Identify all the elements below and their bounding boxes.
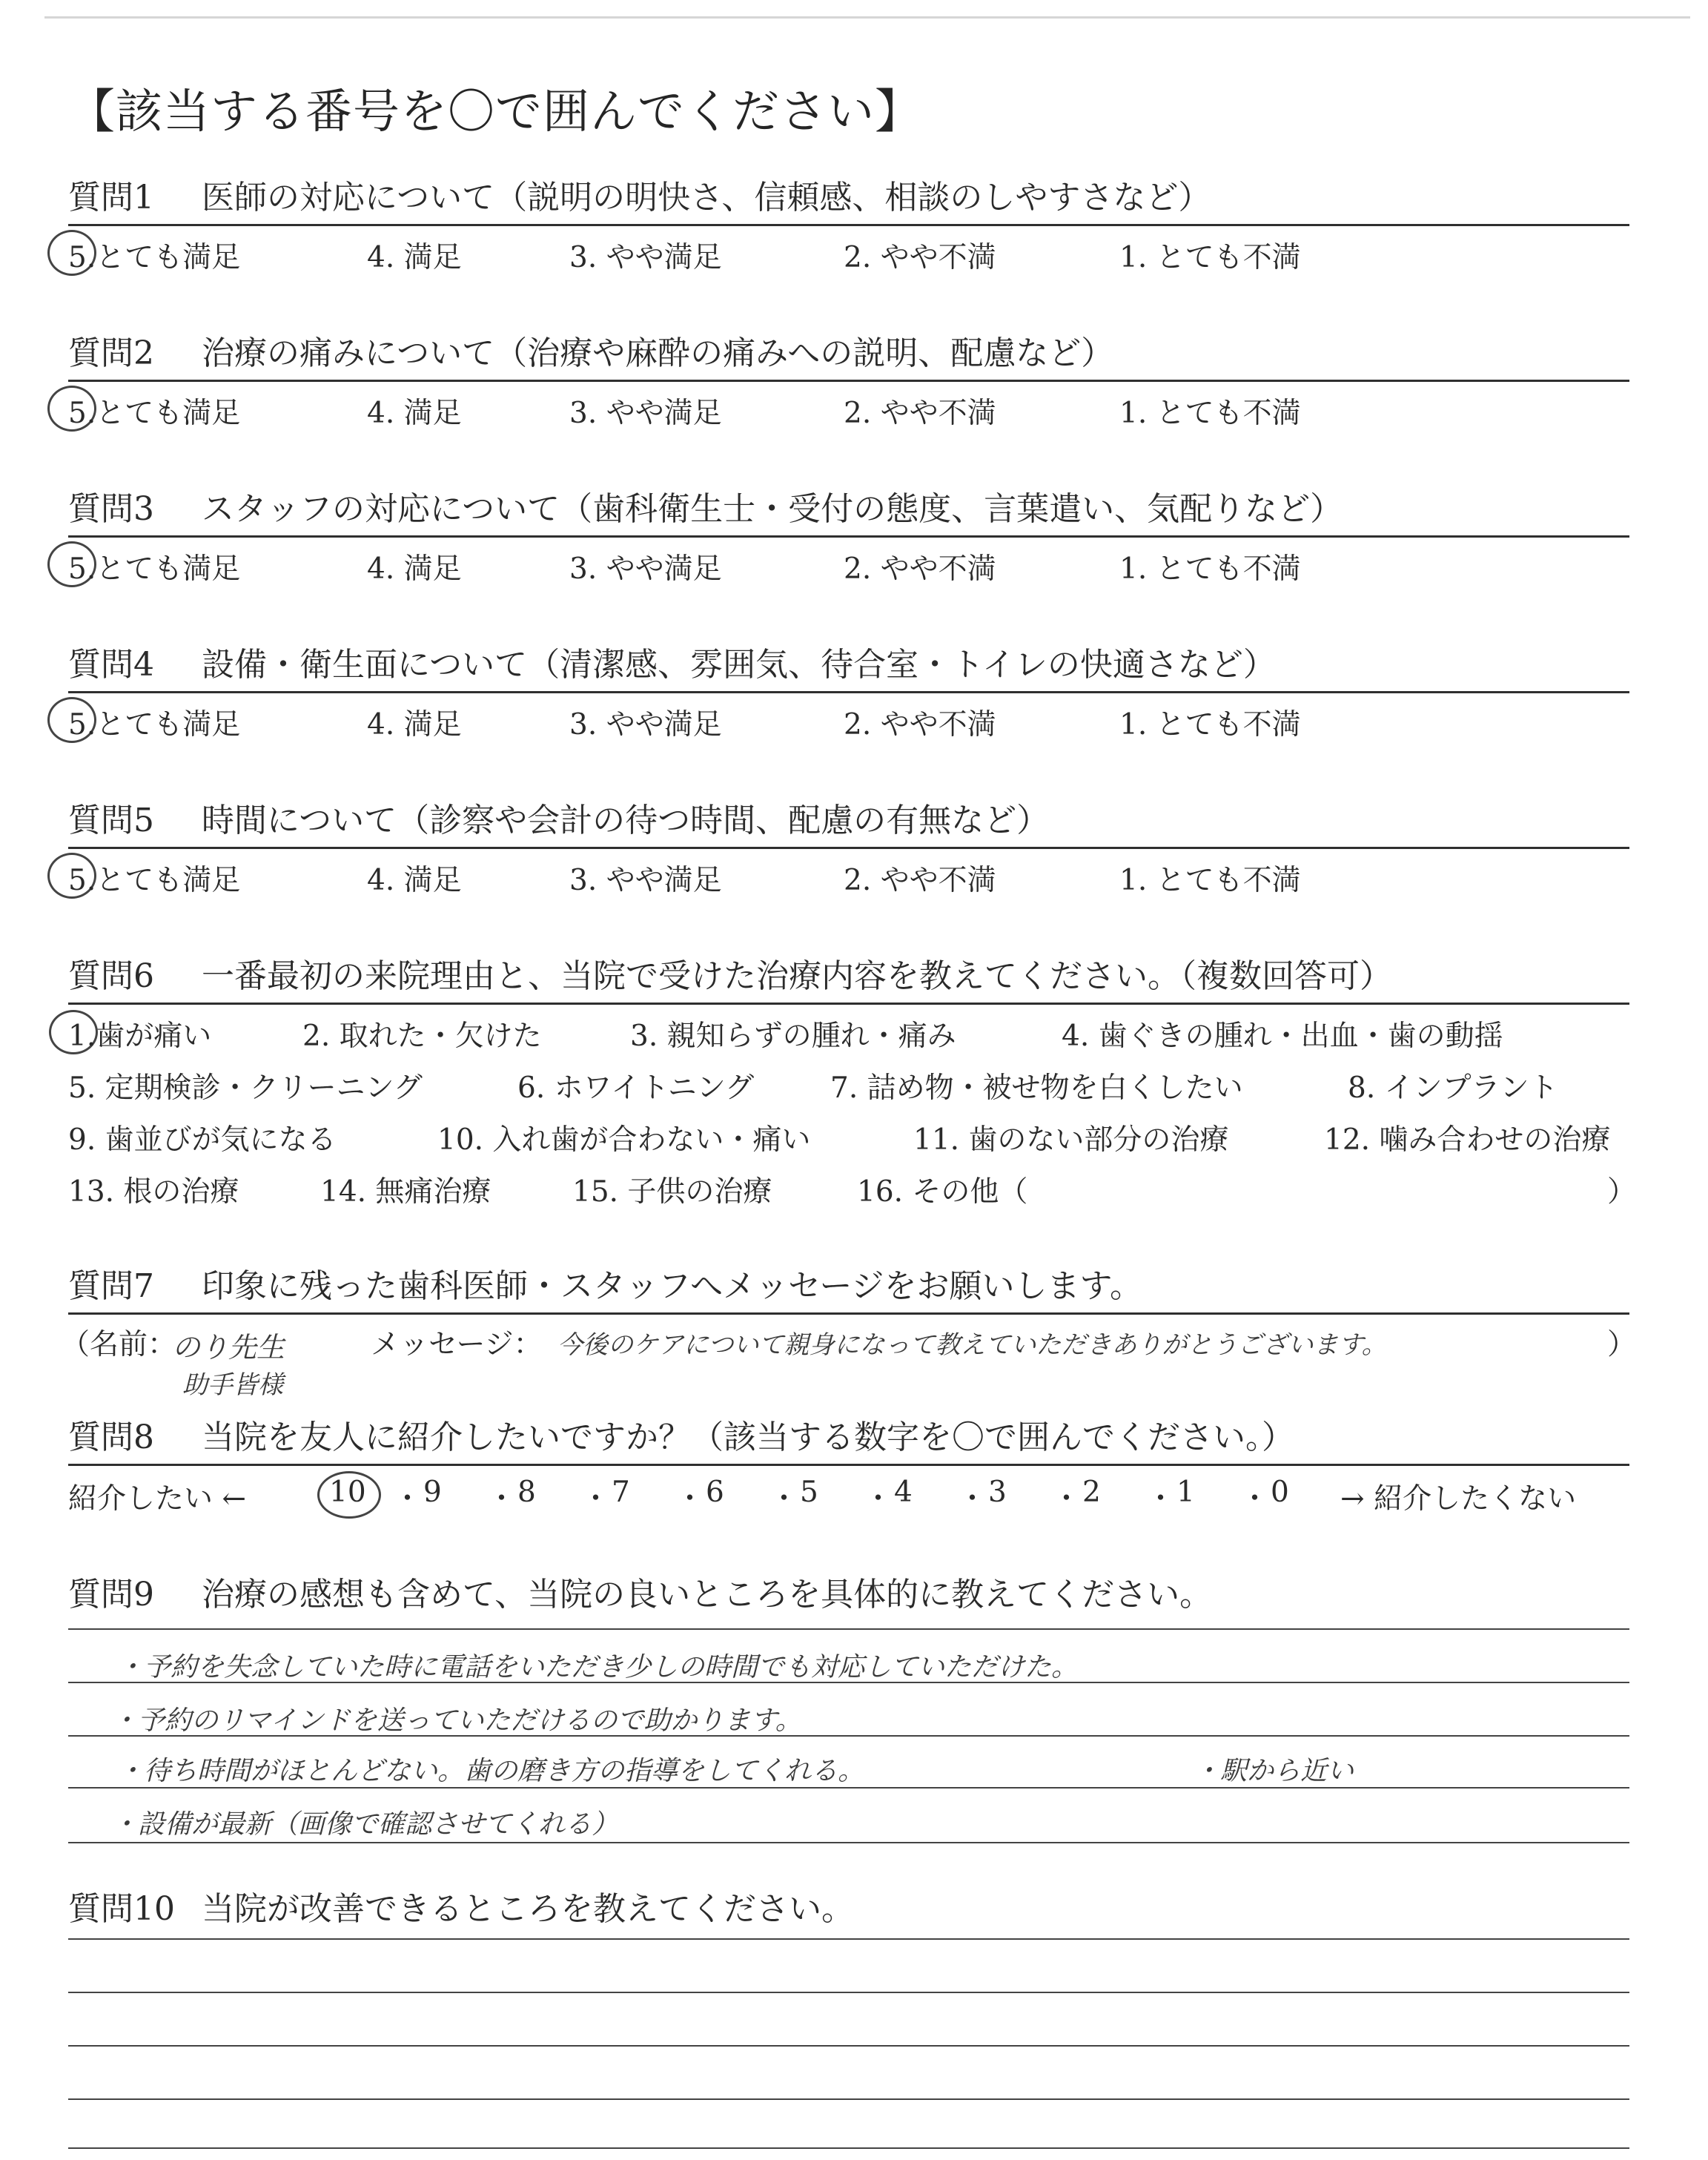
score-separator: ・ (487, 1482, 517, 1516)
option-4[interactable]: 4. 満足 (367, 708, 462, 742)
recommend-label: 紹介したい ← (68, 1482, 247, 1516)
option-3[interactable]: 3. やや満足 (569, 864, 722, 897)
score-8[interactable]: 8 (517, 1476, 536, 1509)
reason-option[interactable]: 10. 入れ歯が合わない・痛い (437, 1123, 811, 1157)
question-text: 治療の感想も含めて、当院の良いところを具体的に教えてください。 (202, 1576, 1213, 1614)
question-text: 設備・衛生面について（清潔感、雰囲気、待合室・トイレの快適さなど） (202, 646, 1276, 684)
question-number: 質問1 (68, 179, 154, 217)
name-value-2[interactable]: 助手皆様 (182, 1370, 283, 1400)
question-row (68, 172, 1629, 226)
answer-text[interactable]: ・設備が最新（画像で確認させてくれる） (111, 1809, 619, 1840)
question-row (68, 483, 1629, 538)
option-4[interactable]: 4. 満足 (367, 552, 462, 586)
option-2[interactable]: 2. やや不満 (844, 397, 996, 430)
reason-option[interactable]: 16. その他（ (857, 1175, 1028, 1209)
score-separator: ・ (769, 1482, 799, 1516)
answer-line (68, 1787, 1629, 1789)
answer-line[interactable] (68, 2045, 1629, 2047)
option-4[interactable]: 4. 満足 (367, 397, 462, 430)
reason-option[interactable]: 6. ホワイトニング (517, 1071, 755, 1105)
score-10[interactable]: 10 (329, 1476, 366, 1509)
reason-option[interactable]: 3. 親知らずの腫れ・痛み (630, 1020, 956, 1053)
reason-option[interactable]: 5. 定期検診・クリーニング (68, 1071, 423, 1105)
answer-text[interactable]: ・予約を失念していた時に電話をいただき少しの時間でも対応していただけた。 (117, 1652, 1079, 1682)
answer-line[interactable] (68, 1938, 1629, 1940)
option-4[interactable]: 4. 満足 (367, 241, 462, 274)
answer-line (68, 1842, 1629, 1843)
option-5[interactable]: 5.とても満足 (68, 397, 241, 430)
question-number: 質問6 (68, 957, 154, 995)
reason-option[interactable]: 8. インプラント (1348, 1071, 1558, 1105)
option-3[interactable]: 3. やや満足 (569, 397, 722, 430)
question-text: 当院が改善できるところを教えてください。 (202, 1890, 854, 1928)
option-5[interactable]: 5.とても満足 (68, 552, 241, 586)
score-6[interactable]: 6 (706, 1476, 724, 1509)
reason-option[interactable]: 14. 無痛治療 (320, 1175, 491, 1209)
option-1[interactable]: 1. とても不満 (1119, 552, 1301, 586)
answer-text-extra[interactable]: ・駅から近い (1194, 1756, 1354, 1786)
answer-line[interactable] (68, 2098, 1629, 2100)
answer-line (68, 1735, 1629, 1737)
message-label: メッセージ： (371, 1328, 543, 1361)
option-5[interactable]: 5.とても満足 (68, 241, 241, 274)
reason-option[interactable]: 15. 子供の治療 (572, 1175, 772, 1209)
score-2[interactable]: 2 (1082, 1476, 1101, 1509)
not-recommend-label: → 紹介したくない (1340, 1482, 1577, 1516)
message-close-paren: ） (1607, 1328, 1637, 1361)
answer-line[interactable] (68, 2147, 1629, 2149)
answer-line[interactable] (68, 1992, 1629, 1993)
message-value[interactable]: 今後のケアについて親身になって教えていただきありがとうございます。 (557, 1330, 1387, 1360)
option-5[interactable]: 5.とても満足 (68, 864, 241, 897)
option-2[interactable]: 2. やや不満 (844, 708, 996, 742)
score-4[interactable]: 4 (894, 1476, 913, 1509)
question-number: 質問2 (68, 334, 154, 372)
reason-option[interactable]: 7. 詰め物・被せ物を白くしたい (830, 1071, 1243, 1105)
option-2[interactable]: 2. やや不満 (844, 864, 996, 897)
question-text: 治療の痛みについて（治療や麻酔の痛みへの説明、配慮など） (202, 334, 1114, 372)
question-row (68, 795, 1629, 849)
score-5[interactable]: 5 (800, 1476, 818, 1509)
answer-line (68, 1628, 1629, 1630)
question-text: 印象に残った歯科医師・スタッフへメッセージをお願いします。 (202, 1267, 1142, 1305)
option-2[interactable]: 2. やや不満 (844, 241, 996, 274)
question-row (68, 639, 1629, 693)
question-number: 質問5 (68, 802, 154, 839)
option-3[interactable]: 3. やや満足 (569, 241, 722, 274)
question-number: 質問3 (68, 490, 154, 528)
question-text: スタッフの対応について（歯科衛生士・受付の態度、言葉遣い、気配りなど） (202, 490, 1343, 528)
answer-text[interactable]: ・待ち時間がほとんどない。歯の磨き方の指導をしてくれる。 (117, 1756, 865, 1786)
name-label: （名前： (61, 1328, 177, 1361)
score-7[interactable]: 7 (612, 1476, 630, 1509)
score-separator: ・ (1146, 1482, 1176, 1516)
reason-option[interactable]: 11. 歯のない部分の治療 (913, 1123, 1229, 1157)
option-1[interactable]: 1. とても不満 (1119, 397, 1301, 430)
score-separator: ・ (1240, 1482, 1270, 1516)
question-row (68, 328, 1629, 382)
question-number: 質問4 (68, 646, 154, 684)
option-2[interactable]: 2. やや不満 (844, 552, 996, 586)
question-text: 時間について（診察や会計の待つ時間、配慮の有無など） (202, 802, 1050, 839)
other-close-paren: ） (1607, 1175, 1637, 1209)
reason-option[interactable]: 2. 取れた・欠けた (302, 1020, 542, 1053)
reason-option[interactable]: 13. 根の治療 (68, 1175, 239, 1209)
question-row (68, 951, 1629, 1005)
question-row (68, 1261, 1629, 1315)
option-1[interactable]: 1. とても不満 (1119, 708, 1301, 742)
score-1[interactable]: 1 (1176, 1476, 1195, 1509)
question-text: 一番最初の来院理由と、当院で受けた治療内容を教えてください。（複数回答可） (202, 957, 1392, 995)
reason-option[interactable]: 1.歯が痛い (68, 1020, 212, 1053)
reason-option[interactable]: 4. 歯ぐきの腫れ・出血・歯の動揺 (1062, 1020, 1503, 1053)
option-3[interactable]: 3. やや満足 (569, 552, 722, 586)
top-rule (44, 16, 1690, 19)
reason-option[interactable]: 12. 噛み合わせの治療 (1324, 1123, 1611, 1157)
option-5[interactable]: 5.とても満足 (68, 708, 241, 742)
question-number: 質問9 (68, 1576, 154, 1614)
form-heading: 【該当する番号を〇で囲んでください】 (68, 85, 922, 139)
score-9[interactable]: 9 (423, 1476, 442, 1509)
option-1[interactable]: 1. とても不満 (1119, 864, 1301, 897)
question-text: 当院を友人に紹介したいですか？（該当する数字を〇で囲んでください。） (202, 1418, 1294, 1456)
question-number: 質問7 (68, 1267, 154, 1305)
option-1[interactable]: 1. とても不満 (1119, 241, 1301, 274)
question-row (68, 1412, 1629, 1466)
score-3[interactable]: 3 (988, 1476, 1007, 1509)
answer-text[interactable]: ・予約のリマインドを送っていただけるので助かります。 (111, 1705, 802, 1736)
option-3[interactable]: 3. やや満足 (569, 708, 722, 742)
reason-option[interactable]: 9. 歯並びが気になる (68, 1123, 337, 1157)
score-0[interactable]: 0 (1271, 1476, 1289, 1509)
score-separator: ・ (393, 1482, 423, 1516)
score-separator: ・ (581, 1482, 611, 1516)
question-number: 質問10 (68, 1890, 175, 1928)
score-separator: ・ (864, 1482, 893, 1516)
question-number: 質問8 (68, 1418, 154, 1456)
score-separator: ・ (1052, 1482, 1082, 1516)
option-4[interactable]: 4. 満足 (367, 864, 462, 897)
score-separator: ・ (958, 1482, 987, 1516)
name-value[interactable]: のり先生 (172, 1331, 285, 1364)
question-text: 医師の対応について（説明の明快さ、信頼感、相談のしやすさなど） (202, 179, 1211, 217)
answer-line (68, 1682, 1629, 1683)
score-separator: ・ (675, 1482, 705, 1516)
